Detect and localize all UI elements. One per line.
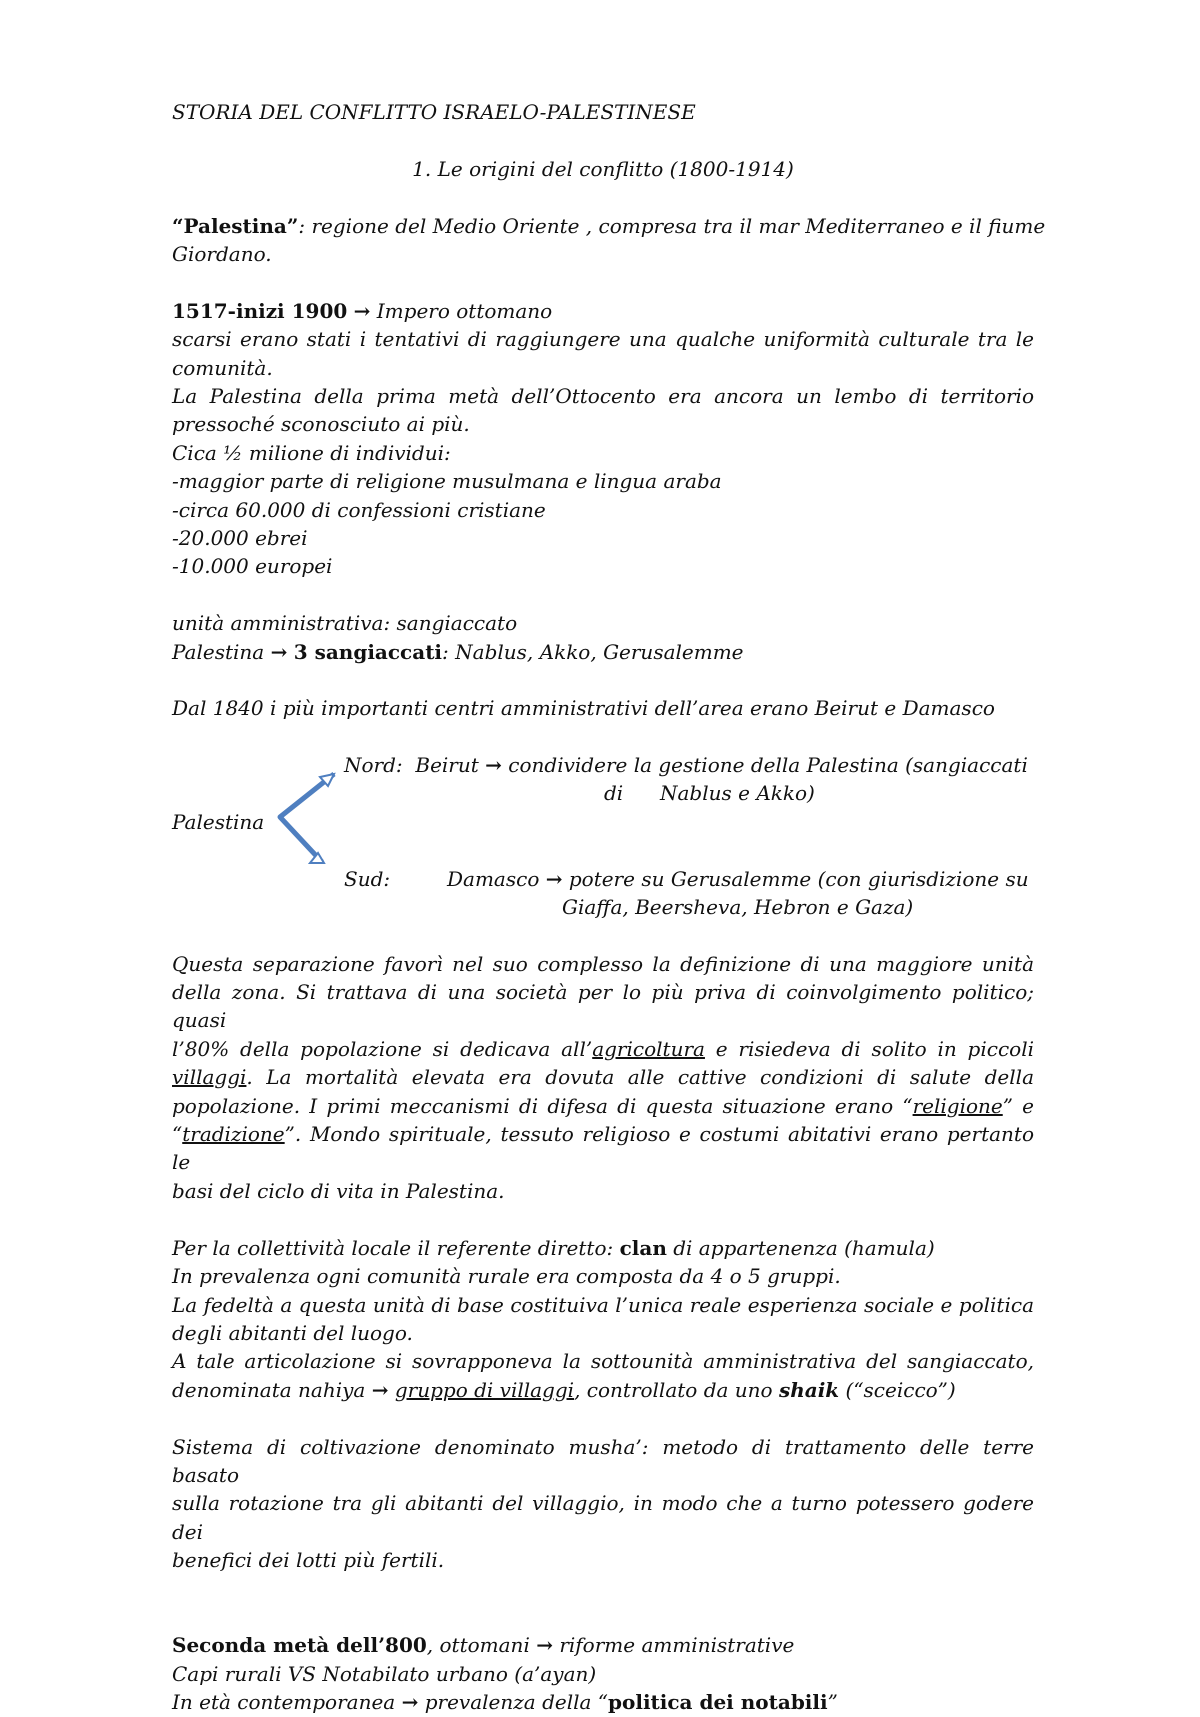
palestina-definition: “Palestina”: regione del Medio Oriente , compresa tra il mar Mediterraneo e il fiume: [172, 213, 1046, 238]
branch-north: Nord: Beirut → condividere la gestione della Palestina (sangiaccati: [344, 753, 1028, 778]
document-title: STORIA DEL CONFLITTO ISRAELO-PALESTINESE: [172, 100, 696, 124]
clan-paragraph: Per la collettività locale il referente diretto: clan di appartenenza (hamula) In prevalenza ogni comunità rurale era composta da 4 o 5 gruppi. La fedeltà a questa unità di base costituiva l’unica reale esperienza sociale e politica degli abitanti del luogo. A tale articolazione si sovrapponeva la sottounità amministrativa del sangiaccato, denominata nahiya → gruppo di villaggi, controllato da uno shaik (“sceicco”): [172, 1235, 1034, 1402]
arrow-icon: →: [545, 867, 563, 892]
chapter-heading: 1. Le origini del conflitto (1800-1914): [412, 156, 794, 181]
branch-south: Sud:: [344, 867, 391, 892]
musha-paragraph: Sistema di coltivazione denominato musha’: metodo di trattamento delle terre basato sulla rotazione tra gli abitanti del villaggio, in modo che a turno potessero godere dei benefici dei lotti più fertili.: [172, 1434, 1034, 1573]
branch-root: Palestina: [172, 810, 265, 835]
arrow-icon: →: [353, 298, 371, 323]
list-item: -20.000 ebrei: [172, 526, 308, 551]
list-item: -circa 60.000 di confessioni cristiane: [172, 497, 546, 522]
sangiaccati-line: Palestina → 3 sangiaccati: Nablus, Akko, Gerusalemme: [172, 639, 744, 664]
list-item: -10.000 europei: [172, 554, 333, 579]
arrow-icon: →: [485, 753, 502, 778]
separazione-paragraph: Questa separazione favorì nel suo complesso la definizione di una maggiore unità della zona. Si trattava di una società per lo più priva di coinvolgimento politico; quasi l’80% della popolazione si dedicava all’agricoltura e risiedeva di solito in piccoli villaggi. La mortalità elevata era dovuta alle cattive condizioni di salute della popolazione. I primi meccanismi di difesa di questa situazione erano “religione” e “tradizione”. Mondo spirituale, tessuto religioso e costumi abitativi erano pertanto le basi del ciclo di vita in Palestina.: [172, 951, 1034, 1203]
arrow-icon: →: [401, 1690, 419, 1715]
document-page: STORIA DEL CONFLITTO ISRAELO-PALESTINESE 1. Le origini del conflitto (1800-1914) “Palestina”: regione del Medio Oriente , compresa tra il mar Mediterraneo e il fiume Giordano. 1517-inizi 1900 → Impero ottomano scarsi erano stati i tentativi di raggiungere una qualche uniformità culturale tra le comunità. La Palestina della prima metà dell’Ottocento era ancora un lembo di territorio pressoché sconosciuto ai più. Cica ½ milione di individui: -maggior parte di religione musulmana e lingua araba -circa 60.000 di confessioni cristiane -20.000 ebrei -10.000 europei unità amministrativa: sangiaccato Palestina → 3 sangiaccati: Nablus, Akko, Gerusalemme Dal 1840 i più importanti centri amministrativi dell’area erano Beirut e Damasco Palestina Nord: Beirut → condividere la gestione della Palestina (sangiaccati di Nablus e Akko) Sud: Damasco → potere su Gerusalemme (con giurisdizione su Giaffa, Beersheva, Hebron e Gaza) Questa separazione favorì nel suo complesso la definizione di una maggiore unità della zona. Si trattava di una società per lo più priva di coinvolgimento politico; quasi l’80% della popolazione si dedicava all’agricoltura e risiedeva di solito in piccoli villaggi. La mortalità elevata era dovuta alle cattive condizioni di salute della popolazione. I primi meccanismi di difesa di questa situazione erano “religione” e “tradizione”. Mondo spirituale, tessuto religioso e costumi abitativi erano pertanto le basi del ciclo di vita in Palestina. Per la collettività locale il referente diretto: clan di appartenenza (hamula) In prevalenza ogni comunità rurale era composta da 4 o 5 gruppi. La fedeltà a questa unità di base costituiva l’unica reale esperienza sociale e politica degli abitanti del luogo. A tale articolazione si sovrapponeva la sottounità amministrativa del sangiaccato, denominata nahiya → gruppo di villaggi, controllato da uno shaik (“sceicco”) Sistema di coltivazione denominato musha’: metodo di trattamento delle terre basato sulla rotazione tra gli abitanti del villaggio, in modo che a turno potessero godere dei benefici dei lotti più fertili. Seconda metà dell’800, ottomani → riforme amministrative Capi rurali VS Notabilato urbano (a’ayan) In età contemporanea → prevalenza della “politica dei notabili”: [172, 98, 1034, 1717]
arrow-icon: →: [371, 1377, 389, 1402]
branch-arrows-icon: [272, 769, 342, 869]
palestina-term: “Palestina”: [172, 213, 299, 238]
branch-diagram: Palestina Nord: Beirut → condividere la gestione della Palestina (sangiaccati di Nablus e Akko) Sud: Damasco → potere su Gerusalemme (con giurisdizione su Giaffa, Beersheva, Hebron e Gaza): [172, 753, 1029, 920]
seconda-meta-paragraph: Seconda metà dell’800, ottomani → riforme amministrative Capi rurali VS Notabilato urbano (a’ayan) In età contemporanea → prevalenza della “politica dei notabili”: [172, 1633, 838, 1715]
arrow-icon: →: [270, 639, 288, 664]
arrow-icon: →: [536, 1633, 553, 1658]
ottomano-heading: 1517-inizi 1900 → Impero ottomano: [172, 298, 553, 323]
list-item: -maggior parte di religione musulmana e lingua araba: [172, 469, 722, 494]
